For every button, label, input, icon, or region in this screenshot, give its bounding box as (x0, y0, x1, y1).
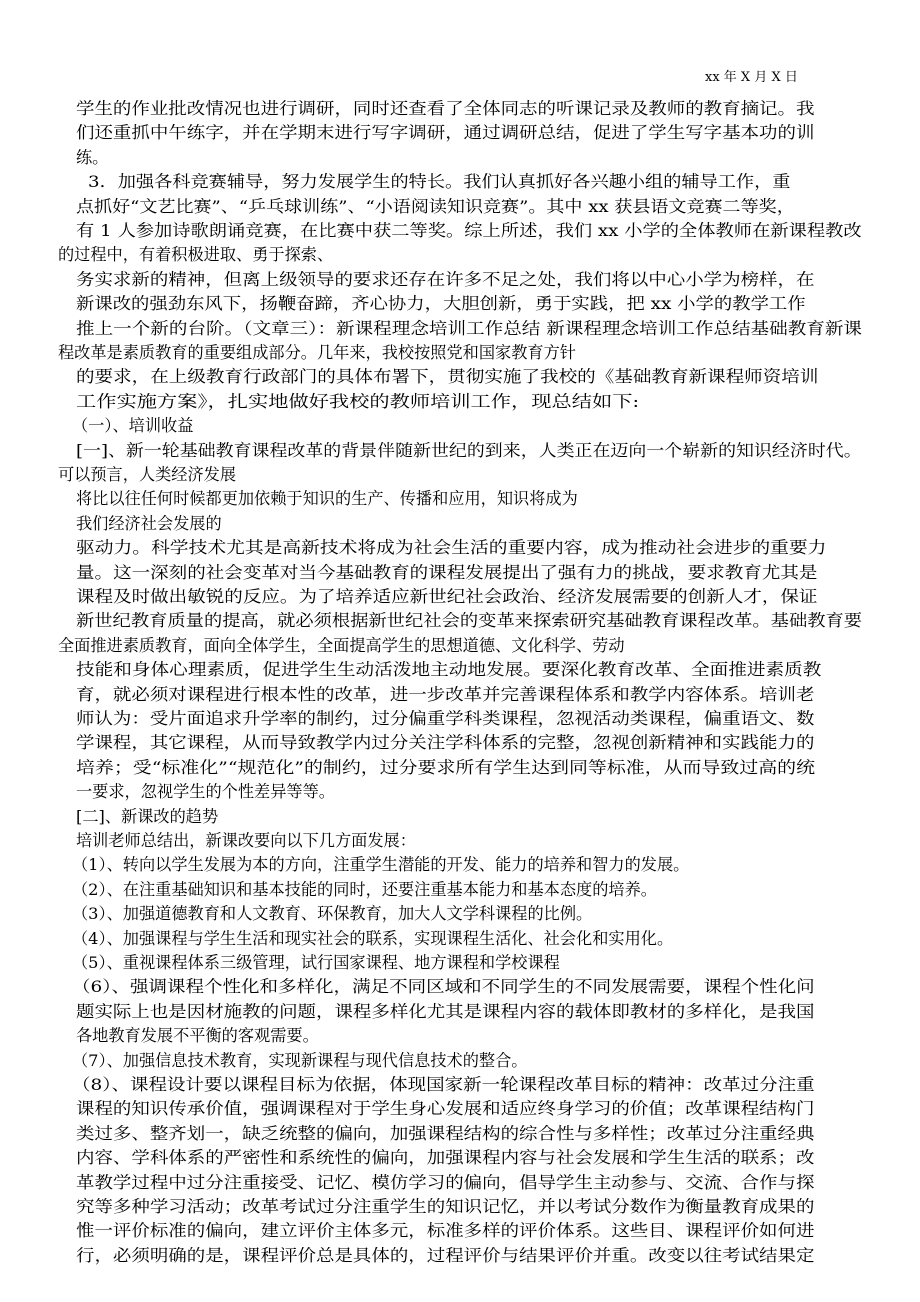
text-line: 行，必须明确的是，课程评价总是具体的，过程评价与结果评价并重。改变以往考试结果定 (76, 1245, 815, 1265)
text-line: 各地教育发展不平衡的客观需要。 (76, 1026, 319, 1046)
text-line: 们还重抓中午练字，并在学期末进行写字调研，通过调研总结，促进了学生写字基本功的训 (76, 123, 815, 143)
text-line: （4）、加强课程与学生生活和现实社会的联系，实现课程生活化、社会化和实用化。 (72, 928, 674, 948)
text-line: （7）、加强信息技术教育，实现新课程与现代信息技术的整合。 (72, 1050, 528, 1070)
text-line: 惟一评价标准的偏向，建立评价主体多元，标准多样的评价体系。这些目、课程评价如何进 (76, 1221, 815, 1241)
text-line: 课程及时做出敏锐的反应。为了培养适应新世纪社会政治、经济发展需要的创新人才，保证 (76, 587, 818, 606)
text-line: 务实求新的精神，但离上级领导的要求还存在许多不足之处，我们将以中心小学为榜样，在 (76, 269, 815, 289)
text-line: （2）、在注重基础知识和基本技能的同时，还要注重基本能力和基本态度的培养。 (72, 879, 657, 899)
text-line: [一]、新一轮基础教育课程改革的背景伴随新世纪的到来，人类正在迈向一个崭新的知识经济时代。 (76, 440, 862, 460)
text-line: 的要求，在上级教育行政部门的具体布署下，贯彻实施了我校的《基础教育新课程师资培训 (76, 367, 819, 387)
text-line: （3）、加强道德教育和人文教育、环保教育，加大人文学科课程的比例。 (72, 904, 593, 924)
text-line: 育，就必须对课程进行根本性的改革，进一步改革并完善课程体系和教学内容体系。培训老 (76, 684, 815, 704)
text-line: （1）、转向以学生发展为本的方向，注重学生潜能的开发、能力的培养和智力的发展。 (72, 855, 690, 875)
header-date: xx 年 X 月 X 日 (705, 70, 798, 85)
text-line: 培训老师总结出，新课改要向以下几方面发展： (76, 831, 416, 850)
text-line: 新课改的强劲东风下，扬鞭奋蹄，齐心协力，大胆创新，勇于实践，把 xx 小学的教学工作 (76, 294, 806, 314)
text-line: 新世纪教育质量的提高，就必须根据新世纪社会的变革来探索研究基础教育课程改革。基础教育要 (76, 611, 863, 631)
text-line: 工作实施方案》，扎实地做好我校的教师培训工作，现总结如下: (76, 391, 640, 411)
text-line: 类过多、整齐划一，缺乏统整的偏向，加强课程结构的综合性与多样性；改革过分注重经典 (76, 1123, 815, 1143)
text-line: 的过程中，有着积极进取、勇于探索、 (58, 245, 334, 265)
text-line: 一要求，忽视学生的个性差异等等。 (76, 782, 335, 802)
text-line: 点抓好“文艺比赛”、“乒乓球训练”、“小语阅读知识竞赛”。其中 xx 获县语文竞赛二等奖， (76, 196, 795, 216)
text-line: 学生的作业批改情况也进行调研，同时还查看了全体同志的听课记录及教师的教育摘记。我 (76, 99, 815, 118)
text-line: 学课程，其它课程，从而导致教学内过分关注学科体系的完整，忽视创新精神和实践能力的 (76, 733, 815, 753)
text-line: 内容、学科体系的严密性和系统性的偏向，加强课程内容与社会发展和学生生活的联系；改 (76, 1148, 815, 1168)
text-line: [二]、新课改的趋势 (76, 806, 219, 826)
text-line: 程改革是素质教育的重要组成部分。几年来，我校按照党和国家教育方针 (58, 343, 576, 362)
text-line: 题实际上也是因材施教的问题，课程多样化尤其是课程内容的载体即教材的多样化，是我国 (76, 1001, 815, 1021)
text-line: 究等多种学习活动；改革考试过分注重学生的知识记忆，并以考试分数作为衡量教育成果的 (76, 1197, 815, 1216)
text-line: 3．加强各科竞赛辅导，努力发展学生的特长。我们认真抓好各兴趣小组的辅导工作，重 (88, 172, 791, 192)
text-line: 师认为：受片面追求升学率的制约，过分偏重学科类课程，忽视活动类课程，偏重语文、数 (76, 709, 815, 728)
text-line: （5）、重视课程体系三级管理，试行国家课程、地方课程和学校课程 (72, 953, 560, 972)
text-line: 全面推进素质教育，面向全体学生，全面提高学生的思想道德、文化科学、劳动 (58, 635, 625, 655)
text-line: （6）、强调课程个性化和多样化，满足不同区域和不同学生的不同发展需要，课程个性化问 (72, 977, 815, 997)
text-line: （一）、培训收益 (72, 416, 194, 436)
text-line: 推上一个新的台阶。（文章三）：新课程理念培训工作总结 新课程理念培训工作总结基础教育新课 (76, 318, 863, 338)
text-line: 驱动力。科学技术尤其是高新技术将成为社会生活的重要内容，成为推动社会进步的重要力 (76, 538, 827, 558)
text-line: 技能和身体心理素质，促进学生生动活泼地主动地发展。要深化教育改革、全面推进素质教 (76, 660, 822, 680)
text-line: 可以预言，人类经济发展 (58, 465, 237, 484)
text-line: 量。这一深刻的社会变革对当今基础教育的课程发展提出了强有力的挑战，要求教育尤其是 (76, 562, 818, 582)
text-line: 我们经济社会发展的 (76, 513, 222, 533)
text-line: 培养；受“标准化”“规范化”的制约，过分要求所有学生达到同等标准，从而导致过高的统 (76, 757, 816, 777)
text-line: （8）、课程设计要以课程目标为依据，体现国家新一轮课程改革目标的精神：改革过分注重 (72, 1075, 815, 1094)
text-line: 有 1 人参加诗歌朗诵竞赛，在比赛中获二等奖。综上所述，我们 xx 小学的全体教师在新课程教改 (76, 221, 862, 240)
text-line: 革教学过程中过分注重接受、记忆、模仿学习的偏向，倡导学生主动参与、交流、合作与探 (76, 1172, 815, 1192)
text-line: 将比以往任何时候都更加依赖于知识的生产、传播和应用，知识将成为 (76, 489, 578, 509)
text-line: 练。 (76, 147, 109, 167)
text-line: 课程的知识传承价值，强调课程对于学生身心发展和适应终身学习的价值；改革课程结构门 (76, 1099, 815, 1119)
